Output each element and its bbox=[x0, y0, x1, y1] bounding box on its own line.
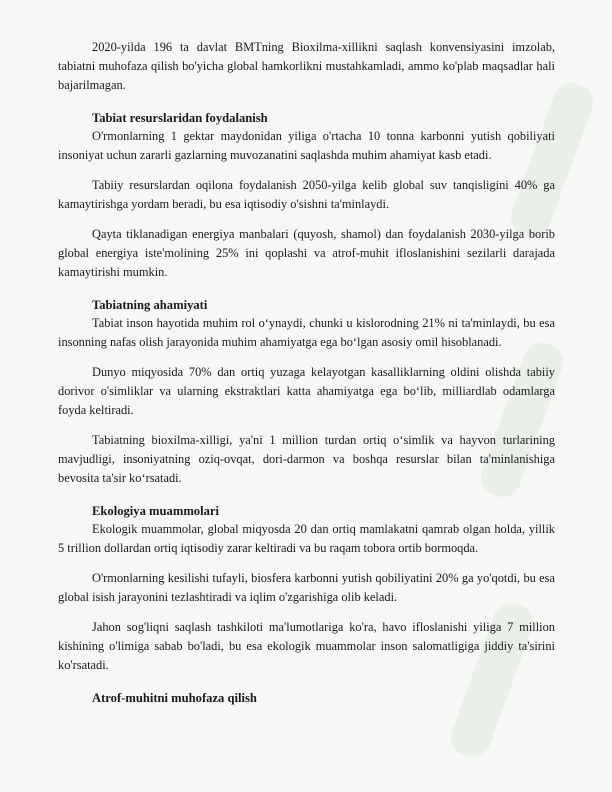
section-heading-resources: Tabiat resurslaridan foydalanish bbox=[92, 111, 268, 125]
paragraph: O'rmonlarning 1 gektar maydonidan yiliga o'rtacha 10 tonna karbonni yutish qobiliyati insoniyat uchun zararli gazlarning muvozanatini saqlashda muhim ahamiyat kasb etadi. bbox=[58, 129, 555, 162]
document-page bbox=[58, 38, 555, 707]
section-heading-importance: Tabiatning ahamiyati bbox=[92, 298, 208, 312]
paragraph: Dunyo miqyosida 70% dan ortiq yuzaga kelayotgan kasalliklarning oldini olishda tabiiy dorivor o'simliklar va ularning ekstraktlari katta ahamiyatga ega bo‘lib, milliardlab odamlarga foyda keltiradi. bbox=[58, 365, 555, 417]
paragraph: Ekologik muammolar, global miqyosda 20 dan ortiq mamlakatni qamrab olgan holda, yillik 5 trillion dollardan ortiq iqtisodiy zarar keltiradi va bu raqam tobora ortib bormoqda. bbox=[58, 522, 555, 555]
paragraph: Tabiatning bioxilma-xilligi, ya'ni 1 million turdan ortiq o‘simlik va hayvon turlarining mavjudligi, insoniyatning oziq-ovqat, dori-darmon va boshqa resurslar bilan ta'minlanishiga bevosita ta'sir ko‘rsatadi. bbox=[58, 433, 555, 485]
intro-paragraph: 2020-yilda 196 ta davlat BMTning Bioxilma-xillikni saqlash konvensiyasini imzolab, tabiatni muhofaza qilish bo'yicha global hamkorlikni mustahkamladi, ammo ko'plab maqsadlar hali bajarilmagan. bbox=[58, 40, 555, 92]
paragraph: Tabiiy resurslardan oqilona foydalanish 2050-yilga kelib global suv tanqisligini 40% ga kamaytirishga yordam beradi, bu esa iqtisodiy o'sishni ta'minlaydi. bbox=[58, 178, 555, 211]
paragraph: Tabiat inson hayotida muhim rol o‘ynaydi, chunki u kislorodning 21% ni ta'minlaydi, bu esa insonning nafas olish jarayonida muhim ahamiyatga ega bo‘lgan asosiy omil hisoblanadi. bbox=[58, 316, 555, 349]
paragraph: Jahon sog'liqni saqlash tashkiloti ma'lumotlariga ko'ra, havo ifloslanishi yiliga 7 million kishining o'limiga sabab bo'ladi, bu esa ekologik muammolar inson salomatligiga jiddiy ta'sirini ko'rsatadi. bbox=[58, 620, 555, 672]
paragraph: O'rmonlarning kesilishi tufayli, biosfera karbonni yutish qobiliyatini 20% ga yo'qotdi, bu esa global isish jarayonini tezlashtiradi va iqlim o'zgarishiga olib keladi. bbox=[58, 571, 555, 604]
section-heading-ecology-problems: Ekologiya muammolari bbox=[92, 504, 219, 518]
section-heading-environment-protection: Atrof-muhitni muhofaza qilish bbox=[92, 691, 257, 705]
paragraph: Qayta tiklanadigan energiya manbalari (quyosh, shamol) dan foydalanish 2030-yilga borib global energiya iste'molining 25% ini qoplashi va atrof-muhit ifloslanishini sezilarli darajada kamaytirishi mumkin. bbox=[58, 227, 555, 279]
